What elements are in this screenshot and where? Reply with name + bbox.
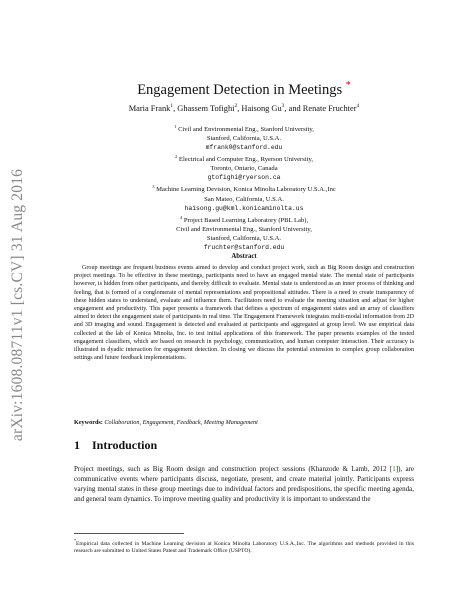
author-separator: , [237, 103, 242, 113]
affiliation-line [74, 152, 414, 164]
affiliation-line: Toronto, Ontario, Canada [210, 165, 278, 173]
abstract-heading: Abstract [231, 253, 257, 260]
keywords-label: Keywords: [74, 419, 103, 426]
section-heading [74, 438, 157, 453]
paper-title [74, 80, 414, 99]
author-affiliation-mark: 3 [281, 103, 285, 109]
affiliation-line: Civil and Environmental Eng., Stanford University, [176, 225, 312, 233]
title-footnote-mark: * [345, 80, 351, 91]
affiliation-email[interactable]: haisong.gu@kml.konicaminolta.us [184, 204, 304, 212]
footnote-text: Empirical data collected in Machine Learning devision at Konica Minolta Laboratory U.S.A.,Inc. The algorithms and methods provided in this research are submitted to United States Patent and Trademark Office (USPTO). [74, 540, 414, 555]
section-number: 1 [74, 438, 80, 452]
affiliation-mark: 4 [179, 214, 183, 220]
citation-link[interactable]: 1 [392, 465, 396, 473]
affiliation-line: Stanford, California, U.S.A. [206, 234, 282, 242]
affiliation-text: Civil and Environmental Eng., Stanford University, [178, 126, 314, 134]
arxiv-identifier [6, 145, 30, 465]
intro-text: Project meetings, such as Big Room design and construction project sessions (Khanzode & Lamb, 2012 [ [74, 465, 393, 473]
affiliation-line: Stanford, California, U.S.A. [206, 135, 282, 143]
footnote-divider [74, 533, 184, 534]
affiliation-mark: 2 [174, 154, 178, 160]
affiliation-line [74, 122, 414, 134]
author-separator: , [173, 103, 178, 113]
author-name: Renate Fruchter [302, 103, 357, 113]
intro-text: ]), are communicative events where participants discuss, negotiate, present, and create material jointly. Participants express varying mental states in these group meetings due to individual factors and predispositions, the specific meeting agenda, and general team dynamics. To improve meeting quality and productivity it is important to understand the [74, 465, 414, 503]
paper-title-text: Engagement Detection in Meetings [137, 81, 343, 98]
affiliation-email[interactable]: mfrank0@stanford.edu [205, 144, 283, 152]
footnote-mark: * [74, 538, 76, 543]
section-title: Introduction [92, 438, 158, 452]
author-affiliation-mark: 2 [234, 103, 238, 109]
affiliation-line [74, 182, 414, 194]
author-name: Ghassem Tofighi [177, 103, 235, 113]
intro-paragraph [74, 464, 414, 504]
affiliations [74, 122, 414, 252]
author-affiliation-mark: 4 [356, 103, 360, 109]
affiliation-email[interactable]: gtofighi@ryerson.ca [207, 174, 281, 182]
author-list [74, 103, 414, 113]
affiliation-email[interactable]: fruchter@stanford.edu [203, 243, 285, 251]
keywords [74, 419, 414, 426]
affiliation-text: Machine Learning Devision, Konica Minolta Laboratory U.S.A.,Inc [156, 186, 336, 194]
footnote [74, 537, 414, 555]
affiliation-line: San Mateo, California, U.S.A. [204, 195, 284, 203]
affiliation-mark: 3 [152, 184, 155, 190]
affiliation-text: Electrical and Computer Eng., Ryerson University, [178, 156, 314, 164]
affiliation-mark: 1 [174, 124, 177, 129]
keywords-list: Collaboration, Engagement, Feedback, Meeting Management [104, 419, 258, 426]
author-name: Maria Frank [128, 103, 171, 113]
affiliation-text: Project Based Learning Laboratory (PBL Lab), [183, 216, 309, 224]
author-affiliation-mark: 1 [170, 103, 174, 109]
author-name: Haisong Gu [241, 103, 282, 113]
arxiv-identifier-text: arXiv:1608.08711v1 [cs.CV] 31 Aug 2016 [9, 168, 26, 442]
affiliation-line [74, 213, 414, 225]
abstract-body: Group meetings are frequent business events aimed to develop and conduct project work, such as Big Room design and construction project meetings. To be effective in these meetings, participants need to have an engaged mental state. The mental state of participants however, is hidden from other participants, and thereby difficult to evaluate. Mental state is understood as an inner process of thinking and feeling, that is formed of a conglomerate of mental representations and propositional attitudes. There is a need to create transparency of these hidden states to understand, evaluate and influence them. Facilitators need to evaluate the meeting situation and adjust for higher engagement and productivity. This paper presents a framework that defines a spectrum of engagement states and an array of classifiers aimed to detect the engagement state of participants in real time. The Engagement Framework integrates multi-modal information from 2D and 3D imaging and sound. Engagement is detected and evaluated at participants and aggregated at group level. We use empirical data collected at the lab of Konica Minolta, Inc. to test initial applications of this framework. The paper presents examples of the tested engagement classifiers, which are based on research in psychology, communication, and human computer interaction. Their accuracy is illustrated in dyadic interaction for engagement detection. In closing we discuss the potential extension to complex group collaboration settings and future feedback implementations. [74, 265, 414, 362]
author-separator: , and [284, 103, 303, 113]
